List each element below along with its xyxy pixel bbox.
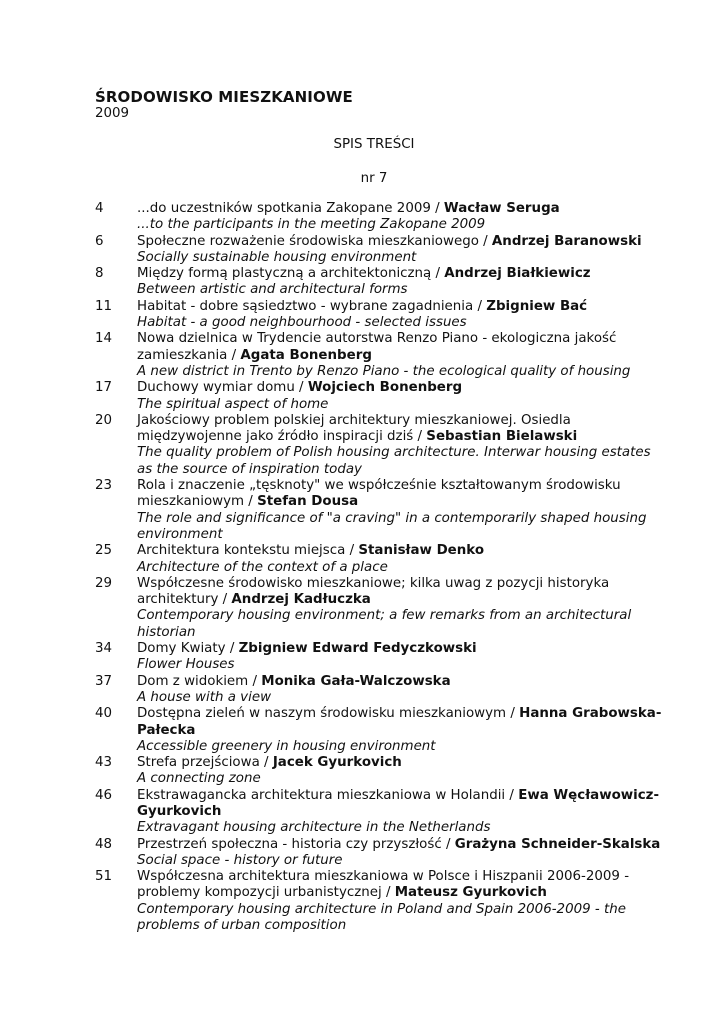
toc-title-polish [137,869,665,902]
toc-title-text: Rola i znaczenie „tęsknoty" we współcześnie kształtowanym środowisku mieszkaniowym / [137,478,621,510]
toc-title-polish [137,706,665,739]
toc-page-number: 11 [95,298,113,314]
toc-entry-body [137,331,665,380]
toc-author: Zbigniew Bać [486,298,588,314]
toc-title-english: The quality problem of Polish housing architecture. Interwar housing estates as the source of inspiration today [137,445,651,477]
toc-author: Ewa Węcławowicz-Gyurkovich [137,787,660,819]
toc-title-text: Architektura kontekstu miejsca / [137,543,359,559]
toc-entry [95,413,665,478]
toc-entry [95,543,665,576]
toc-entry-body [137,478,665,543]
toc-title-polish [137,788,665,821]
toc-page-number: 4 [95,201,104,216]
toc-author: Wacław Seruga [443,201,560,216]
toc-author: Andrzej Baranowski [491,233,642,249]
toc-author: Mateusz Gyurkovich [394,885,547,901]
toc-page-number: 37 [95,673,113,689]
toc-entry [95,869,665,934]
toc-entry [95,380,665,413]
toc-title-polish [137,641,665,657]
journal-title: ŚRODOWISKO MIESZKANIOWE [95,88,353,106]
toc-entry [95,201,665,234]
toc-entry [95,788,665,837]
toc-title-text: Społeczne rozważenie środowiska mieszkaniowego / [137,233,492,249]
toc-entry [95,755,665,788]
toc-title-polish [137,266,665,282]
toc-page-number: 46 [95,787,113,803]
toc-title-english: The spiritual aspect of home [137,396,329,412]
toc-title-english: Social space - history or future [137,852,343,868]
toc-entry-body [137,380,665,413]
journal-year: 2009 [95,106,130,121]
toc-page-number: 34 [95,641,113,657]
toc-title-english: A new district in Trento by Renzo Piano - the ecological quality of housing [137,363,631,379]
toc-title-english: Accessible greenery in housing environment [137,738,436,754]
toc-page-number: 20 [95,412,113,428]
toc-title-polish [137,478,665,511]
toc-entry [95,576,665,641]
toc-title-text: Jakościowy problem polskiej architektury mieszkaniowej. Osiedla międzywojenne jako źródło inspiracji dziś / [137,412,571,445]
toc-title-polish [137,543,665,559]
toc-title-polish [137,755,665,771]
toc-entry [95,641,665,674]
toc-entry [95,837,665,870]
toc-entry [95,331,665,380]
toc-entry-body [137,201,665,234]
toc-entry-body [137,869,665,934]
toc-title-text: Duchowy wymiar domu / [137,380,308,396]
toc-title-english: Extravagant housing architecture in the Netherlands [137,820,491,836]
toc-entry-body [137,674,665,707]
toc-title-polish [137,299,665,315]
toc-title-polish [137,674,665,690]
toc-title-text: Strefa przejściowa / [137,755,273,771]
toc-page-number: 40 [95,706,113,722]
toc-entry-body [137,234,665,267]
toc-author: Grażyna Schneider-Skalska [454,836,661,852]
issue-number: nr 7 [360,171,388,186]
toc-title-polish [137,576,665,609]
toc-entry [95,234,665,267]
toc-author: Andrzej Białkiewicz [444,266,591,282]
toc-page-number: 25 [95,543,113,559]
toc-title-english: Contemporary housing environment; a few remarks from an architectural historian [137,608,632,640]
toc-entry [95,478,665,543]
toc-title-text: Nowa dzielnica w Trydencie autorstwa Renzo Piano - ekologiczna jakość zamieszkania / [137,331,617,363]
toc-author: Zbigniew Edward Fedyczkowski [238,641,477,657]
toc-heading: SPIS TREŚCI [333,137,415,152]
toc-title-text: Domy Kwiaty / [137,641,239,657]
toc-page-number: 43 [95,755,113,771]
toc-title-english: Socially sustainable housing environment [137,249,417,265]
toc-entry-body [137,299,665,332]
toc-title-english: ...to the participants in the meeting Zakopane 2009 [137,217,486,233]
toc-entry-body [137,543,665,576]
toc-title-polish [137,837,665,853]
toc-page-number: 14 [95,331,113,347]
toc-author: Agata Bonenberg [240,347,372,363]
toc-author: Andrzej Kadłuczka [231,592,371,608]
toc-entry-body [137,706,665,755]
toc-page-number: 6 [95,233,104,249]
toc-entry-body [137,413,665,478]
toc-entry [95,266,665,299]
toc-title-polish [137,413,665,446]
toc-entry [95,706,665,755]
toc-title-english: The role and significance of "a craving" in a contemporarily shaped housing environment [137,510,647,542]
toc-page-number: 29 [95,575,113,591]
table-of-contents [95,201,665,934]
toc-entry-body [137,755,665,788]
toc-entry-body [137,788,665,837]
toc-title-text: Dostępna zieleń w naszym środowisku mieszkaniowym / [137,706,520,722]
toc-page-number: 17 [95,380,113,396]
toc-title-english: Architecture of the context of a place [137,559,388,575]
toc-title-english: Between artistic and architectural forms [137,282,408,298]
toc-page-number: 48 [95,836,113,852]
toc-title-english: A connecting zone [137,771,261,787]
toc-entry [95,299,665,332]
toc-author: Monika Gała-Walczowska [261,673,451,689]
toc-title-text: Przestrzeń społeczna - historia czy przyszłość / [137,836,455,852]
toc-title-text: Dom z widokiem / [137,673,262,689]
toc-page-number: 23 [95,478,113,494]
toc-author: Jacek Gyurkovich [272,755,402,771]
toc-title-polish [137,331,665,364]
toc-title-polish [137,380,665,396]
toc-author: Stanisław Denko [358,543,485,559]
toc-author: Wojciech Bonenberg [307,380,463,396]
toc-entry-body [137,641,665,674]
toc-entry [95,674,665,707]
toc-title-english: Flower Houses [137,657,235,673]
toc-title-polish [137,234,665,250]
toc-author: Sebastian Bielawski [426,429,578,445]
toc-title-text: ...do uczestników spotkania Zakopane 2009 / [137,201,444,216]
toc-page-number: 51 [95,869,113,885]
toc-entry-body [137,266,665,299]
toc-title-text: Habitat - dobre sąsiedztwo - wybrane zagadnienia / [137,298,487,314]
toc-title-text: Ekstrawagancka architektura mieszkaniowa w Holandii / [137,787,519,803]
toc-title-english: Habitat - a good neighbourhood - selected issues [137,315,467,331]
toc-author: Hanna Grabowska-Pałecka [137,706,662,738]
toc-entry-body [137,837,665,870]
toc-title-text: Współczesna architektura mieszkaniowa w Polsce i Hiszpanii 2006-2009 - problemy kompozycji urbanistycznej / [137,869,630,901]
toc-title-text: Między formą plastyczną a architektoniczną / [137,266,445,282]
toc-author: Stefan Dousa [257,494,359,510]
toc-title-polish [137,201,665,217]
toc-title-english: A house with a view [137,689,272,705]
toc-title-english: Contemporary housing architecture in Poland and Spain 2006-2009 - the problems of urban composition [137,901,626,934]
toc-entry-body [137,576,665,641]
toc-page-number: 8 [95,266,104,282]
toc-title-text: Współczesne środowisko mieszkaniowe; kilka uwag z pozycji historyka architektury / [137,575,610,608]
